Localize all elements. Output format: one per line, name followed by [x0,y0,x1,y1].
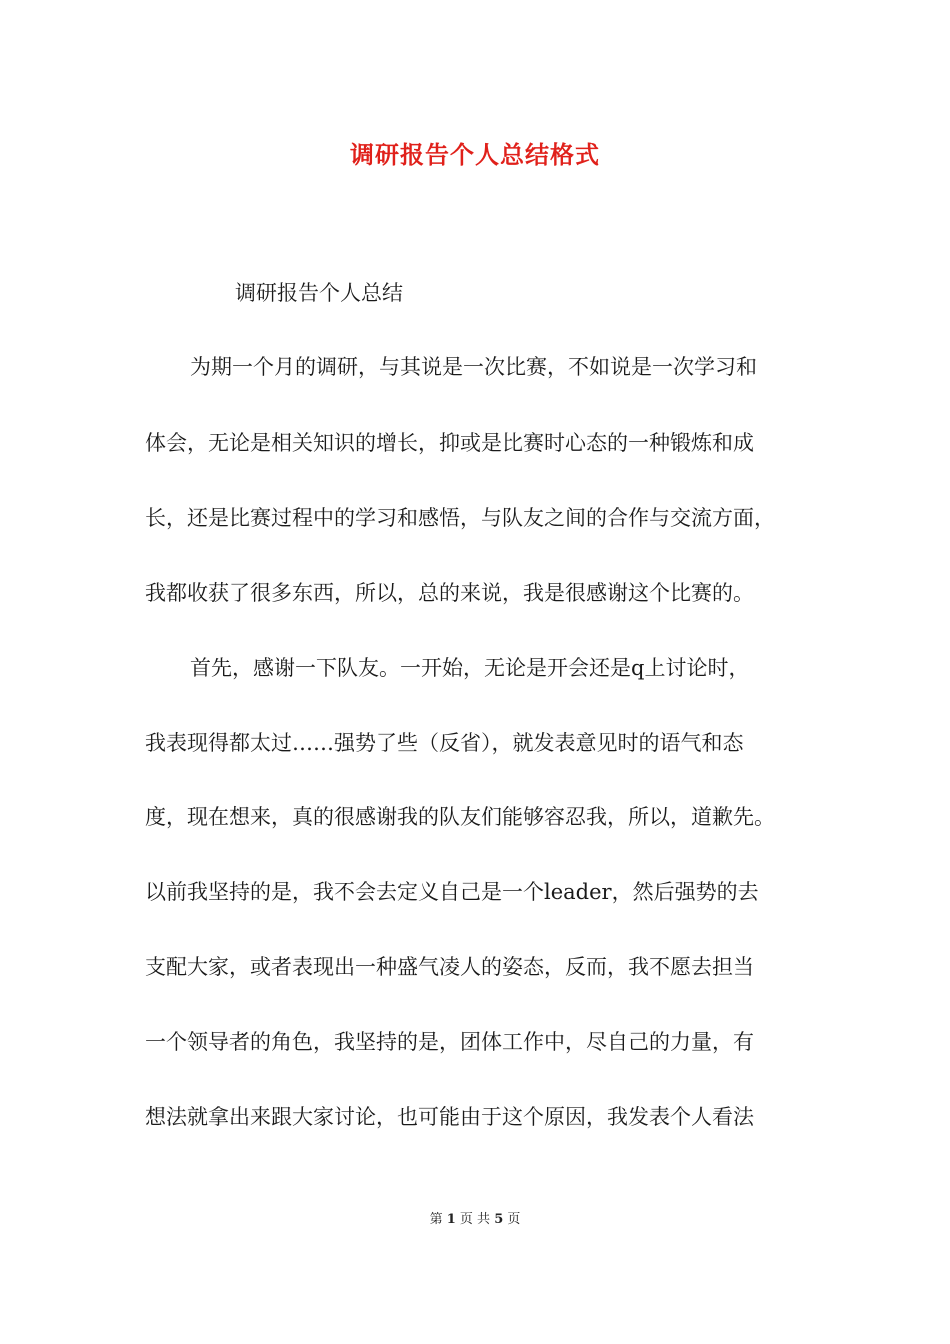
subheading: 调研报告个人总结 [235,281,403,305]
current-page-number: 1 [446,1212,456,1227]
footer-prefix: 第 [429,1212,443,1227]
page-number-footer [0,1208,950,1227]
paragraph-line: 我都收获了很多东西，所以，总的来说，我是很感谢这个比赛的。 [145,581,754,605]
paragraph-line: 度，现在想来，真的很感谢我的队友们能够容忍我，所以，道歉先。 [145,805,775,829]
paragraph-line: 体会，无论是相关知识的增长，抑或是比赛时心态的一种锻炼和成 [145,431,754,455]
paragraph-line: 长，还是比赛过程中的学习和感悟，与队友之间的合作与交流方面， [145,506,775,530]
total-page-count: 5 [494,1212,504,1227]
paragraph-line: 首先，感谢一下队友。一开始，无论是开会还是q上讨论时， [190,656,750,680]
paragraph-line: 支配大家，或者表现出一种盛气凌人的姿态，反而，我不愿去担当 [145,955,754,979]
paragraph-line: 想法就拿出来跟大家讨论，也可能由于这个原因，我发表个人看法 [145,1105,754,1129]
paragraph-line: 以前我坚持的是，我不会去定义自己是一个leader，然后强势的去 [145,880,759,904]
paragraph-line: 我表现得都太过……强势了些（反省），就发表意见时的语气和态 [145,731,744,755]
footer-middle: 页 共 [459,1212,491,1227]
paragraph-line: 一个领导者的角色，我坚持的是，团体工作中，尽自己的力量，有 [145,1030,754,1054]
paragraph-line: 为期一个月的调研，与其说是一次比赛，不如说是一次学习和 [190,355,757,379]
footer-suffix: 页 [507,1212,521,1227]
document-title: 调研报告个人总结格式 [350,140,600,169]
